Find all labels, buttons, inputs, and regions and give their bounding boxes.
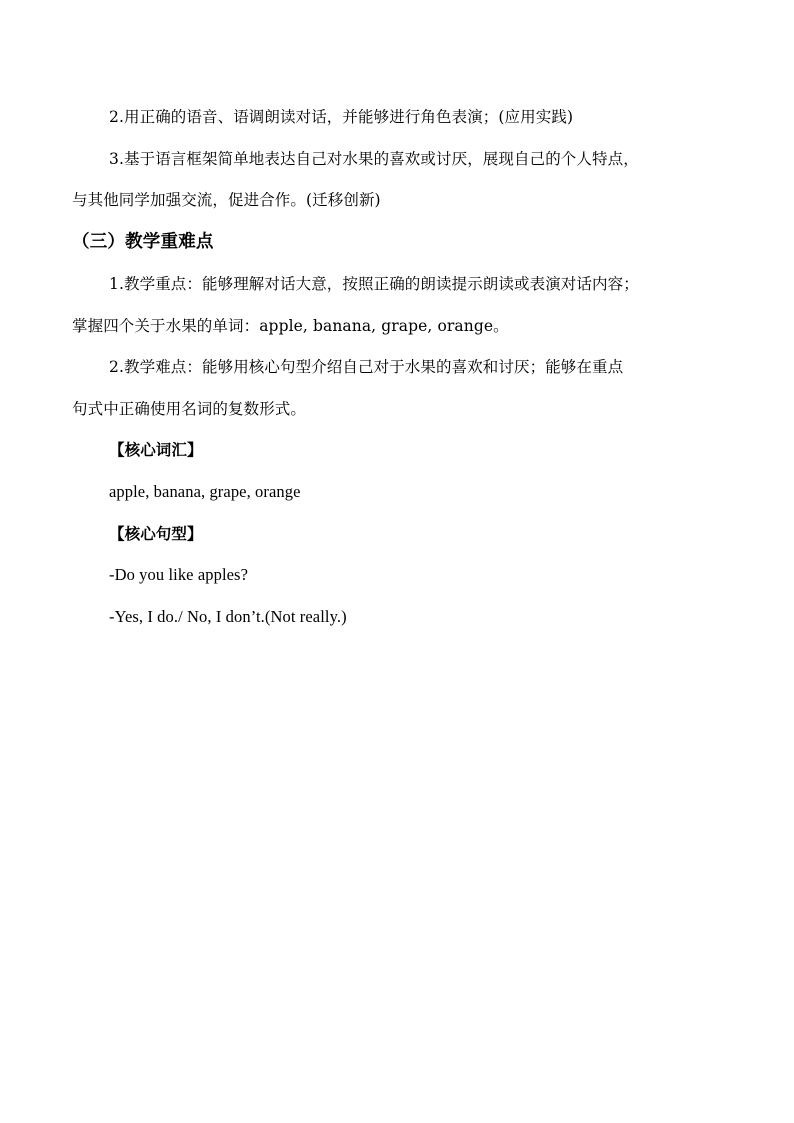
key-point-2-line-2: 句式中正确使用名词的复数形式。 [72,400,307,418]
section-heading: （三）教学重难点 [72,232,214,252]
sentence-patterns-heading: 【核心句型】 [109,524,203,543]
vocabulary-words: apple, banana, grape, orange [109,482,301,501]
key-point-2-line-1: 2.教学难点：能够用核心句型介绍自己对于水果的喜欢和讨厌；能够在重点 [109,358,624,376]
vocabulary-heading: 【核心词汇】 [109,440,203,459]
objective-item-3-line-2: 与其他同学加强交流，促进合作。(迁移创新) [72,191,381,209]
key-point-1-line-1: 1.教学重点：能够理解对话大意，按照正确的朗读提示朗读或表演对话内容； [109,275,639,293]
key-point-1-line-2: 掌握四个关于水果的单词：apple, banana, grape, orange。 [72,317,509,335]
sentence-pattern-question: -Do you like apples? [109,565,249,584]
objective-item-2: 2.用正确的语音、语调朗读对话，并能够进行角色表演；(应用实践) [109,108,574,126]
objective-item-3-line-1: 3.基于语言框架简单地表达自己对水果的喜欢或讨厌，展现自己的个人特点， [109,150,639,168]
sentence-pattern-answer: -Yes, I do./ No, I don’t.(Not really.) [109,607,347,626]
